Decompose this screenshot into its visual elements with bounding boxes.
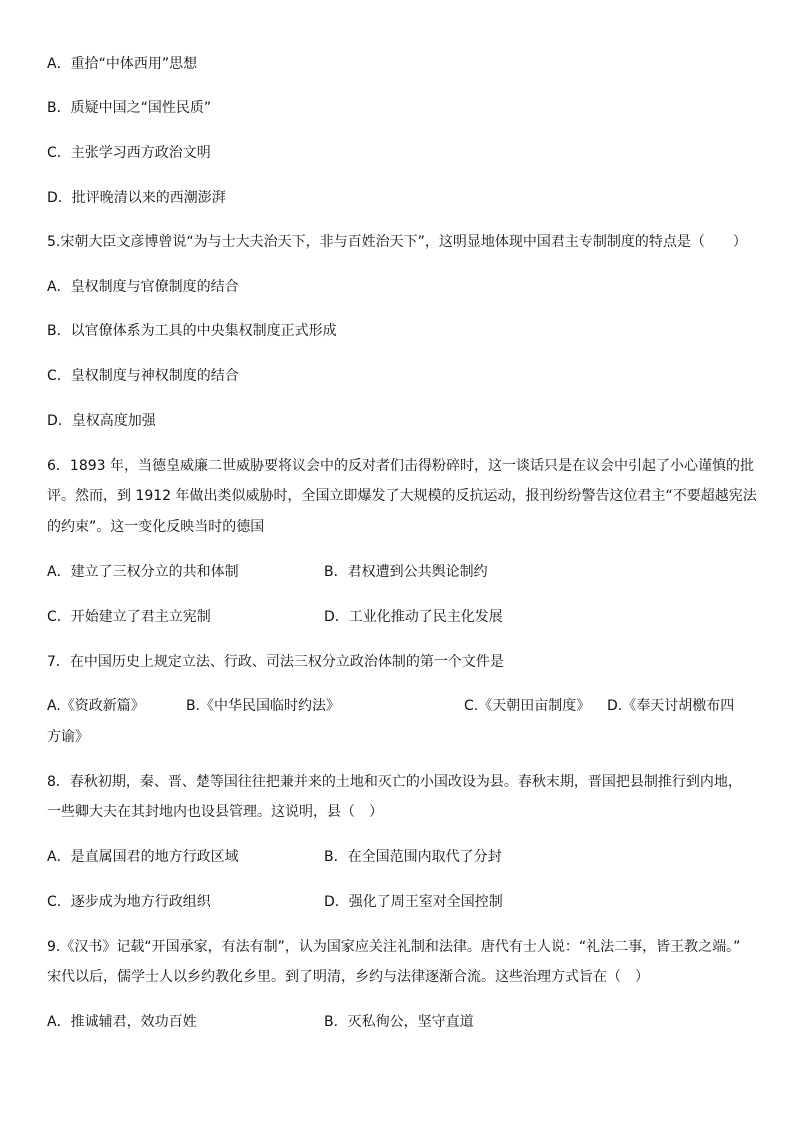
q8-stem-line-1: 8．春秋初期，秦、晋、楚等国往往把兼并来的土地和灭亡的小国改设为县。春秋末期，晋国把县制推行到内地， xyxy=(47,774,742,790)
q8-option-c: C．逐步成为地方行政组织 xyxy=(47,894,211,910)
q5-option-b: B．以官僚体系为工具的中央集权制度正式形成 xyxy=(47,323,337,339)
q4-option-a: A．重拾“中体西用”思想 xyxy=(47,56,198,72)
q9-stem-line-1: 9.《汉书》记载“开国承家，有法有制”，认为国家应关注礼制和法律。唐代有士人说：“礼法二事，皆王教之端。” xyxy=(47,939,741,955)
q7-option-b: B.《中华民国临时约法》 xyxy=(186,698,341,714)
q6-option-a: A．建立了三权分立的共和体制 xyxy=(47,564,239,580)
q5-option-a: A．皇权制度与官僚制度的结合 xyxy=(47,279,239,295)
q9-option-a: A．推诚辅君，效功百姓 xyxy=(47,1014,197,1030)
q6-stem-line-3: 的约束”。这一变化反映当时的德国 xyxy=(47,519,265,535)
q4-option-c: C．主张学习西方政治文明 xyxy=(47,145,211,161)
q7-stem: 7．在中国历史上规定立法、行政、司法三权分立政治体制的第一个文件是 xyxy=(47,654,504,670)
q5-stem: 5.宋朝大臣文彦博曾说“为与士大夫治天下，非与百姓治天下”，这明显地体现中国君主专制制度的特点是（ ） xyxy=(47,234,747,250)
q4-option-d: D．批评晚清以来的西潮澎湃 xyxy=(47,190,226,206)
q5-option-c: C．皇权制度与神权制度的结合 xyxy=(47,368,239,384)
q7-option-c: C.《天朝田亩制度》 xyxy=(464,698,591,714)
q9-stem-line-2: 宋代以后，儒学士人以乡约教化乡里。到了明清，乡约与法律逐渐合流。这些治理方式旨在（ ） xyxy=(47,969,649,985)
q5-option-d: D．皇权高度加强 xyxy=(47,413,156,429)
q7-option-d-line-1: D.《奉天讨胡檄布四 xyxy=(607,698,735,714)
q8-stem-line-2: 一些卿大夫在其封地内也设县管理。这说明，县（ ） xyxy=(47,804,383,820)
q7-option-a: A.《资政新篇》 xyxy=(47,698,145,714)
q6-stem-line-1: 6．1893 年，当德皇威廉二世威胁要将议会中的反对者们击得粉碎时，这一谈话只是在议会中引起了小心谨慎的批 xyxy=(47,458,754,474)
q8-option-a: A．是直属国君的地方行政区域 xyxy=(47,849,239,865)
q9-option-b: B．灭私徇公，坚守直道 xyxy=(324,1014,474,1030)
q4-option-b: B．质疑中国之“国性民质” xyxy=(47,100,212,116)
q8-option-d: D．强化了周王室对全国控制 xyxy=(324,894,503,910)
q6-stem-line-2: 评。然而，到 1912 年做出类似威胁时，全国立即爆发了大规模的反抗运动，报刊纷纷警告这位君主“不要超越宪法 xyxy=(47,488,757,504)
q6-option-c: C．开始建立了君主立宪制 xyxy=(47,609,211,625)
q6-option-d: D．工业化推动了民主化发展 xyxy=(324,609,503,625)
q8-option-b: B．在全国范围内取代了分封 xyxy=(324,849,502,865)
q7-option-d-line-2: 方谕》 xyxy=(47,729,89,745)
q6-option-b: B．君权遭到公共舆论制约 xyxy=(324,564,488,580)
